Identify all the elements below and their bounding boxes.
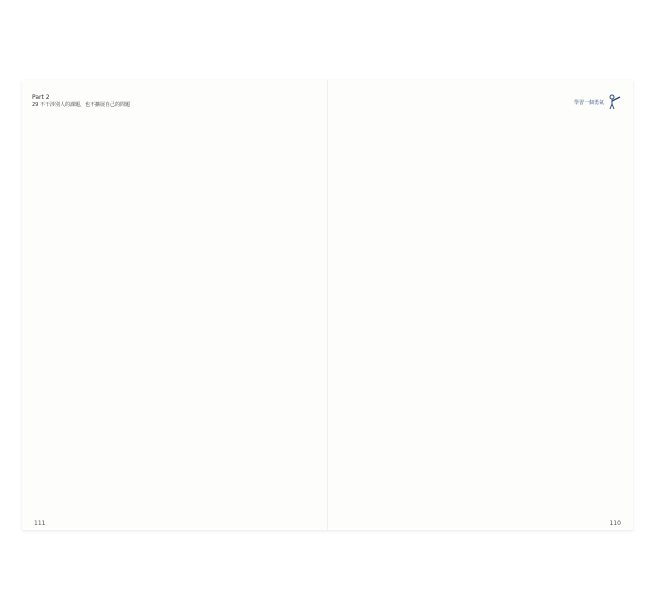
text-column	[203, 130, 216, 475]
telescope-icon	[607, 94, 623, 110]
right-page-text	[348, 130, 608, 475]
text-column	[439, 130, 452, 475]
text-column	[491, 130, 504, 475]
page-number: 110	[609, 520, 621, 527]
text-column	[387, 130, 400, 475]
text-column	[112, 130, 125, 475]
text-column	[138, 130, 151, 475]
text-column	[73, 130, 86, 475]
text-column	[517, 130, 530, 475]
text-column	[543, 130, 556, 475]
text-column	[151, 130, 164, 475]
text-column	[465, 130, 478, 475]
series-logo	[574, 94, 623, 110]
page-number: 111	[34, 520, 46, 527]
text-column	[348, 130, 361, 475]
text-column	[530, 130, 543, 475]
text-column	[426, 130, 439, 475]
left-page-text	[47, 130, 307, 475]
text-column	[595, 130, 608, 475]
logo-text: 學習一個勇氣	[573, 99, 604, 106]
text-column	[374, 130, 387, 475]
text-column	[255, 130, 268, 475]
part-label: Part 2	[32, 94, 50, 101]
text-column	[268, 130, 281, 475]
text-column	[294, 130, 307, 475]
text-column	[413, 130, 426, 475]
text-column	[582, 130, 595, 475]
text-column	[361, 130, 374, 475]
text-column	[190, 130, 203, 475]
text-column	[99, 130, 112, 475]
text-column	[281, 130, 294, 475]
text-column	[86, 130, 99, 475]
text-column	[452, 130, 465, 475]
text-column	[216, 130, 229, 475]
chapter-heading: 29 不干涉別人的課題，也不擴展自己的問題	[32, 102, 130, 108]
text-column	[569, 130, 582, 475]
text-column	[125, 130, 138, 475]
text-column	[400, 130, 413, 475]
text-column	[60, 130, 73, 475]
text-column	[47, 130, 60, 475]
text-column	[242, 130, 255, 475]
text-column	[164, 130, 177, 475]
text-column	[478, 130, 491, 475]
text-column	[229, 130, 242, 475]
left-page	[22, 80, 327, 530]
right-page	[328, 80, 633, 530]
part-header	[32, 94, 130, 109]
text-column	[556, 130, 569, 475]
text-column	[504, 130, 517, 475]
text-column	[177, 130, 190, 475]
